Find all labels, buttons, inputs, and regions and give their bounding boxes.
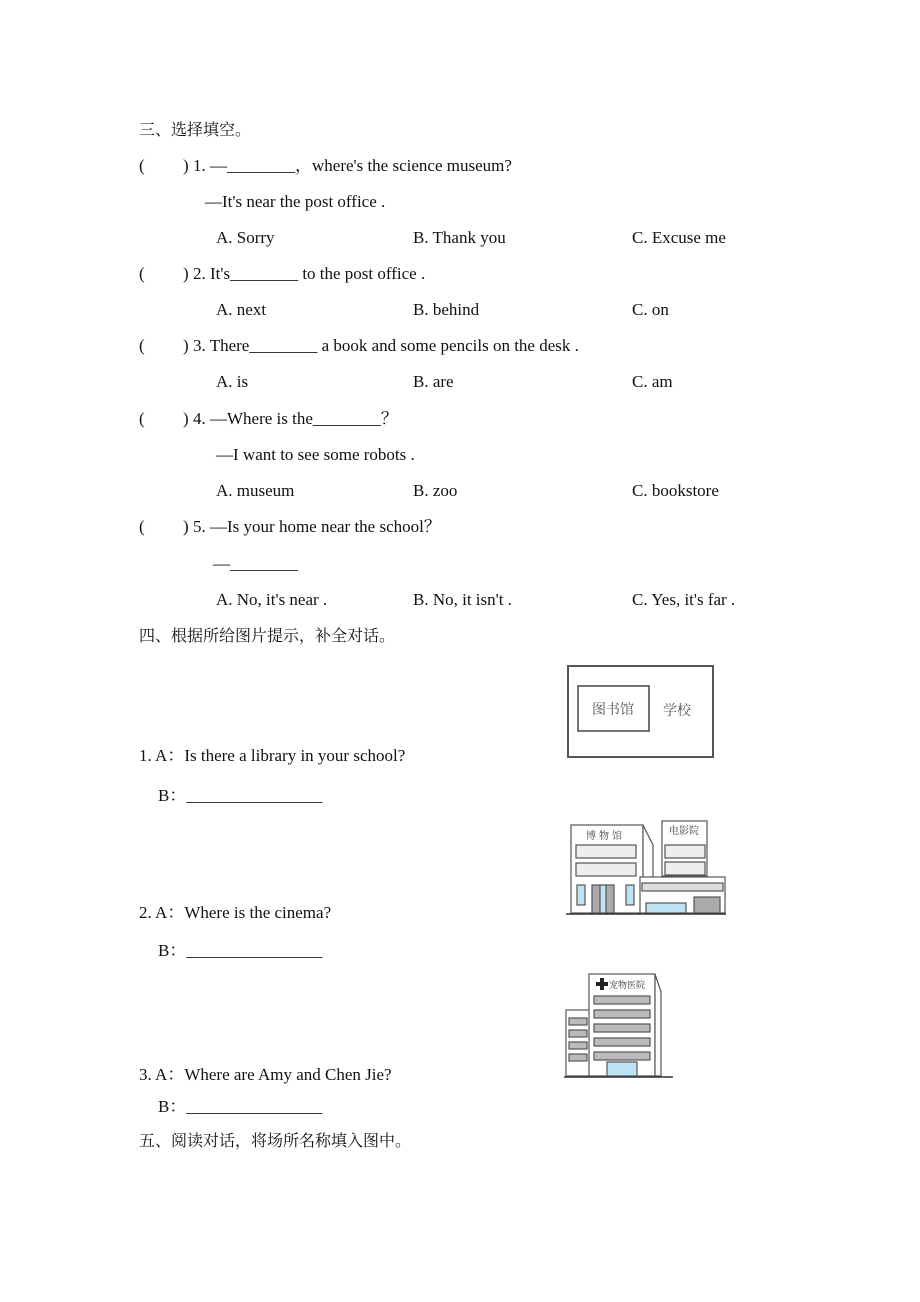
hospital-sign: 宠物医院 bbox=[608, 981, 646, 991]
option-a: A. is bbox=[216, 372, 249, 391]
question-3: 3. There________ a book and some pencils on the desk . bbox=[193, 336, 579, 355]
museum-sign: 博 物 馆 bbox=[585, 831, 623, 842]
answer-paren-close: ) bbox=[183, 517, 189, 536]
answer-paren-open: ( bbox=[139, 409, 145, 428]
question-1-line2: —It's near the post office . bbox=[205, 192, 386, 211]
dialog-2-b: B：________________ bbox=[158, 941, 323, 960]
option-a: A. next bbox=[216, 300, 267, 319]
answer-paren-open: ( bbox=[139, 156, 145, 175]
option-b: B. No, it isn't . bbox=[413, 590, 512, 609]
school-library-picture bbox=[566, 664, 716, 760]
option-c: C. Yes, it's far . bbox=[632, 590, 736, 609]
answer-paren-open: ( bbox=[139, 336, 145, 355]
museum-cinema-picture bbox=[564, 815, 728, 917]
section5-title: 五、阅读对话，将场所名称填入图中。 bbox=[139, 1131, 412, 1150]
section4-title: 四、根据所给图片提示，补全对话。 bbox=[139, 626, 396, 645]
dialog-3-a: 3. A：Where are Amy and Chen Jie? bbox=[139, 1065, 392, 1084]
option-b: B. zoo bbox=[413, 481, 458, 500]
answer-paren-close: ) bbox=[183, 409, 189, 428]
dialog-3-b: B：________________ bbox=[158, 1097, 323, 1116]
answer-paren-close: ) bbox=[183, 336, 189, 355]
option-b: B. Thank you bbox=[413, 228, 506, 247]
question-2: 2. It's________ to the post office . bbox=[193, 264, 426, 283]
section3-title: 三、选择填空。 bbox=[139, 120, 252, 139]
option-b: B. are bbox=[413, 372, 454, 391]
question-4-line2: —I want to see some robots . bbox=[216, 445, 415, 464]
dialog-1-b: B：________________ bbox=[158, 786, 323, 805]
answer-paren-close: ) bbox=[183, 264, 189, 283]
question-5: 5. —Is your home near the school？ bbox=[193, 517, 441, 536]
question-5-line2: —________ bbox=[213, 554, 298, 573]
answer-paren-open: ( bbox=[139, 264, 145, 283]
option-c: C. on bbox=[632, 300, 669, 319]
option-c: C. bookstore bbox=[632, 481, 719, 500]
cinema-sign: 电影院 bbox=[669, 826, 699, 837]
question-4: 4. —Where is the________？ bbox=[193, 409, 398, 428]
library-label: 图书馆 bbox=[592, 702, 634, 718]
option-c: C. Excuse me bbox=[632, 228, 726, 247]
option-c: C. am bbox=[632, 372, 673, 391]
hospital-picture bbox=[563, 968, 675, 1080]
option-a: A. Sorry bbox=[216, 228, 275, 247]
dialog-1-a: 1. A：Is there a library in your school? bbox=[139, 746, 406, 765]
option-b: B. behind bbox=[413, 300, 480, 319]
school-label: 学校 bbox=[663, 703, 691, 719]
question-1: 1. —________，where's the science museum? bbox=[193, 156, 512, 175]
dialog-2-a: 2. A：Where is the cinema? bbox=[139, 903, 332, 922]
option-a: A. museum bbox=[216, 481, 295, 500]
answer-paren-open: ( bbox=[139, 517, 145, 536]
option-a: A. No, it's near . bbox=[216, 590, 328, 609]
answer-paren-close: ) bbox=[183, 156, 189, 175]
